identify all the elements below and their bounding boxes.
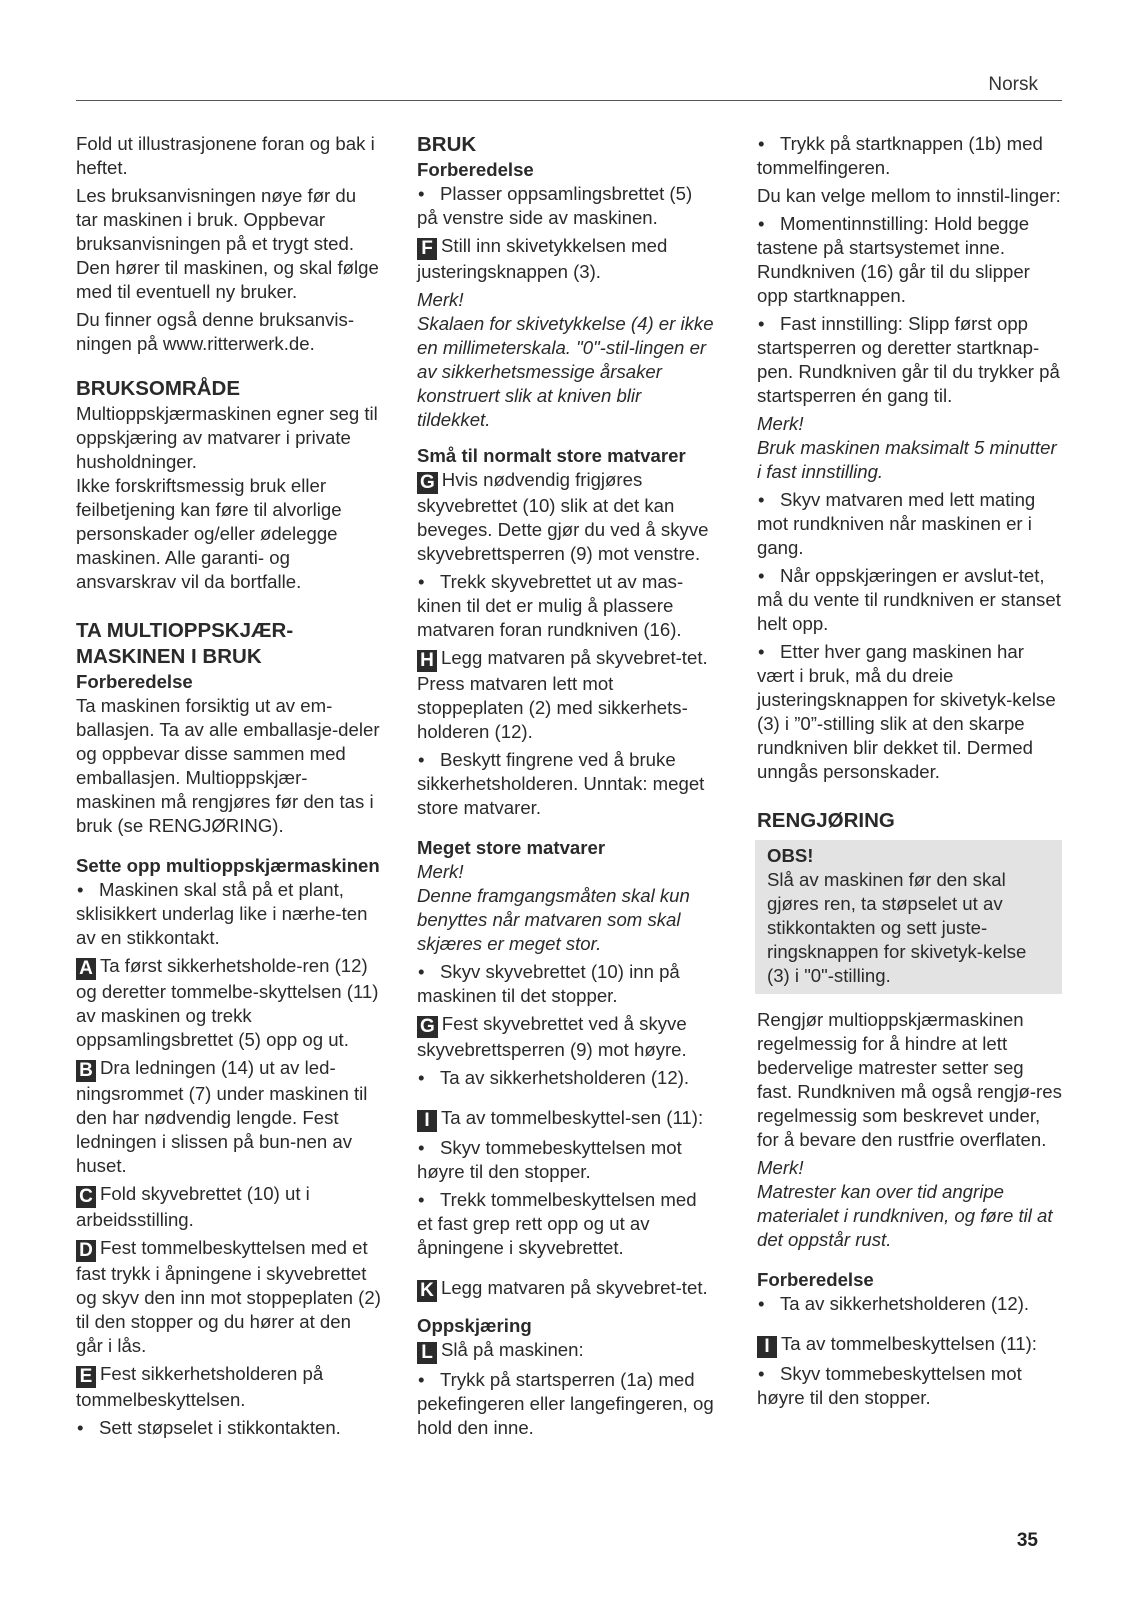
step-b: B Dra ledningen (14) ut av led-ningsrommet (7) under maskinen til den har nødvendig lengde. Fest ledningen i slissen på bun-nen av huset. bbox=[76, 1057, 368, 1176]
subheading-forberedelse: Forberedelse bbox=[757, 1269, 874, 1290]
bullet-item: • Ta av sikkerhetsholderen (12). bbox=[757, 1292, 1062, 1316]
bullet-item: • Skyv matvaren med lett mating mot rundkniven når maskinen er i gang. bbox=[757, 488, 1062, 560]
body-text: Rengjør multioppskjærmaskinen regelmessig for å hindre at lett bedervelige matrester setter seg fast. Rundkniven må også rengjø-res regelmessig som beskrevet under, for å bevare den rustfrie overflaten. bbox=[757, 1009, 1062, 1150]
note-text: Skalaen for skivetykkelse (4) er ikke en millimeterskala. "0"-stil-lingen er av sikkerhetsmessige årsaker konstruert slik at kniven blir tildekket. bbox=[417, 313, 714, 430]
step-h: H Legg matvaren på skyvebret-tet. Press matvaren lett mot stoppeplaten (2) med sikkerhets-holderen (12). bbox=[417, 647, 708, 742]
subheading-sma-matvarer: Små til normalt store matvarer bbox=[417, 445, 686, 466]
step-c: C Fold skyvebrettet (10) ut i arbeidsstilling. bbox=[76, 1183, 310, 1230]
step-letter-badge: L bbox=[417, 1342, 437, 1364]
bullet-item: • Ta av sikkerhetsholderen (12). bbox=[417, 1066, 717, 1090]
bullet-item: • Beskytt fingrene ved å bruke sikkerhetsholderen. Unntak: meget store matvarer. bbox=[417, 748, 717, 820]
body-text: Du kan velge mellom to innstil-linger: bbox=[757, 185, 1061, 206]
bullet-item: • Momentinnstilling: Hold begge tastene på startsystemet inne. Rundkniven (16) går til du slipper opp startknappen. bbox=[757, 212, 1062, 308]
bullet-item: • Trykk på startknappen (1b) med tommelfingeren. bbox=[757, 132, 1062, 180]
subheading-forberedelse: Forberedelse bbox=[417, 159, 534, 180]
warning-label: OBS! bbox=[767, 845, 814, 866]
bullet-item: • Etter hver gang maskinen har vært i bruk, må du dreie justeringsknappen for skivetyk-kelse (3) i ”0”-stilling slik at den skarpe rundkniven blir dekket til. Dermed unngås personskader. bbox=[757, 640, 1062, 784]
step-letter-badge: K bbox=[417, 1280, 437, 1302]
note-text: Bruk maskinen maksimalt 5 minutter i fast innstilling. bbox=[757, 437, 1057, 482]
section-heading-ta-i-bruk: TA MULTIOPPSKJÆR-MASKINEN I BRUK bbox=[76, 619, 294, 668]
bullet-item: • Maskinen skal stå på et plant, sklisikkert underlag like i nærhe-ten av en stikkontakt. bbox=[76, 878, 381, 950]
bullet-item: • Plasser oppsamlingsbrettet (5) på venstre side av maskinen. bbox=[417, 182, 717, 230]
section-heading-bruksomrade: BRUKSOMRÅDE bbox=[76, 377, 240, 400]
step-letter-badge: B bbox=[76, 1060, 96, 1082]
step-letter-badge: C bbox=[76, 1186, 96, 1208]
section-heading-rengjoring: RENGJØRING bbox=[757, 809, 895, 832]
step-g: G Hvis nødvendig frigjøres skyvebrettet (10) slik at det kan beveges. Dette gjør du ved å skyve skyvebrettsperren (9) mot venstre. bbox=[417, 469, 709, 564]
header-divider bbox=[76, 100, 1062, 101]
step-i: I Ta av tommelbeskyttel-sen (11): bbox=[417, 1106, 717, 1132]
note-label: Merk! bbox=[417, 289, 464, 310]
step-i: I Ta av tommelbeskyttelsen (11): bbox=[757, 1332, 1062, 1358]
header-language: Norsk bbox=[988, 74, 1038, 95]
step-letter-badge: I bbox=[757, 1336, 777, 1358]
section-heading-bruk: BRUK bbox=[417, 133, 477, 156]
step-d: D Fest tommelbeskyttelsen med et fast trykk i åpningene i skyvebrettet og skyv den inn mot stoppeplaten (2) til den stopper og du hører at den går i lås. bbox=[76, 1237, 381, 1356]
warning-box bbox=[755, 840, 1062, 994]
step-letter-badge: A bbox=[76, 958, 96, 980]
subheading-oppskjaering: Oppskjæring bbox=[417, 1315, 532, 1336]
intro-paragraph: Fold ut illustrasjonene foran og bak i heftet. bbox=[76, 133, 375, 178]
page-number: 35 bbox=[1016, 1530, 1038, 1551]
step-letter-badge: G bbox=[417, 472, 438, 494]
step-letter-badge: D bbox=[76, 1240, 96, 1262]
bruksomrade-text: Ikke forskriftsmessig bruk eller feilbetjening kan føre til alvorlige personskader og/eller ødelegge maskinen. Alle garanti- og ansvarskrav vil da bortfalle. bbox=[76, 475, 342, 592]
step-letter-badge: F bbox=[417, 238, 437, 260]
step-g-2: G Fest skyvebrettet ved å skyve skyvebrettsperren (9) mot høyre. bbox=[417, 1013, 687, 1060]
step-letter-badge: I bbox=[417, 1110, 437, 1132]
bruksomrade-text: Multioppskjærmaskinen egner seg til oppskjæring av matvarer i private husholdninger. bbox=[76, 403, 378, 472]
intro-paragraph: Du finner også denne bruksanvis-ningen på www.ritterwerk.de. bbox=[76, 309, 355, 354]
intro-paragraph: Les bruksanvisningen nøye før du tar maskinen i bruk. Oppbevar bruksanvisningen på et trygt sted. Den hører til maskinen, og skal følge med til eventuell ny bruker. bbox=[76, 185, 379, 302]
step-l: L Slå på maskinen: bbox=[417, 1338, 717, 1364]
step-letter-badge: H bbox=[417, 650, 437, 672]
step-k: K Legg matvaren på skyvebret-tet. bbox=[417, 1276, 717, 1302]
bullet-item: • Skyv skyvebrettet (10) inn på maskinen til det stopper. bbox=[417, 960, 717, 1008]
bullet-item: • Sett støpselet i stikkontakten. bbox=[76, 1416, 381, 1440]
note-label: Merk! bbox=[757, 413, 804, 434]
step-letter-badge: G bbox=[417, 1016, 438, 1038]
subheading-meget-store: Meget store matvarer bbox=[417, 837, 606, 858]
subheading-forberedelse: Forberedelse bbox=[76, 671, 193, 692]
bullet-item: • Når oppskjæringen er avslut-tet, må du vente til rundkniven er stanset helt opp. bbox=[757, 564, 1062, 636]
step-f: F Still inn skivetykkelsen med justeringsknappen (3). bbox=[417, 235, 668, 282]
bullet-item: • Trekk tommelbeskyttelsen med et fast grep rett opp og ut av åpningene i skyvebrettet. bbox=[417, 1188, 717, 1260]
note-text: Matrester kan over tid angripe materialet i rundkniven, og føre til at det oppstår rust. bbox=[757, 1181, 1053, 1250]
bullet-item: • Trykk på startsperren (1a) med pekefingeren eller langefingeren, og hold den inne. bbox=[417, 1368, 717, 1440]
bullet-item: • Fast innstilling: Slipp først opp startsperren og deretter startknap-pen. Rundkniven går til du trykker på startsperren én gang til. bbox=[757, 312, 1062, 408]
note-label: Merk! bbox=[417, 861, 464, 882]
step-a: A Ta først sikkerhetsholde-ren (12) og deretter tommelbe-skyttelsen (11) av maskinen og trekk oppsamlingsbrettet (5) opp og ut. bbox=[76, 955, 379, 1050]
step-e: E Fest sikkerhetsholderen på tommelbeskyttelsen. bbox=[76, 1363, 324, 1410]
step-letter-badge: E bbox=[76, 1366, 96, 1388]
column-3 bbox=[757, 132, 1062, 1414]
bullet-item: • Skyv tommebeskyttelsen mot høyre til den stopper. bbox=[757, 1362, 1062, 1410]
bullet-item: • Skyv tommebeskyttelsen mot høyre til den stopper. bbox=[417, 1136, 717, 1184]
column-1 bbox=[76, 132, 381, 1444]
note-text: Denne framgangsmåten skal kun benyttes når matvaren som skal skjæres er meget stor. bbox=[417, 885, 690, 954]
forberedelse-text: Ta maskinen forsiktig ut av em-ballasjen. Ta av alle emballasje-deler og oppbevar disse sammen med emballasjen. Multioppskjær-maskinen må rengjøres før den tas i bruk (se RENGJØRING). bbox=[76, 695, 380, 836]
bullet-item: • Trekk skyvebrettet ut av mas-kinen til det er mulig å plassere matvaren foran rundkniven (16). bbox=[417, 570, 717, 642]
subheading-sette-opp: Sette opp multioppskjærmaskinen bbox=[76, 855, 380, 876]
warning-text: Slå av maskinen før den skal gjøres ren, ta støpselet ut av stikkontakten og sett juste-ringsknappen for skivetyk-kelse (3) i "0"-stilling. bbox=[767, 869, 1027, 986]
column-2 bbox=[417, 132, 717, 1444]
note-label: Merk! bbox=[757, 1157, 804, 1178]
